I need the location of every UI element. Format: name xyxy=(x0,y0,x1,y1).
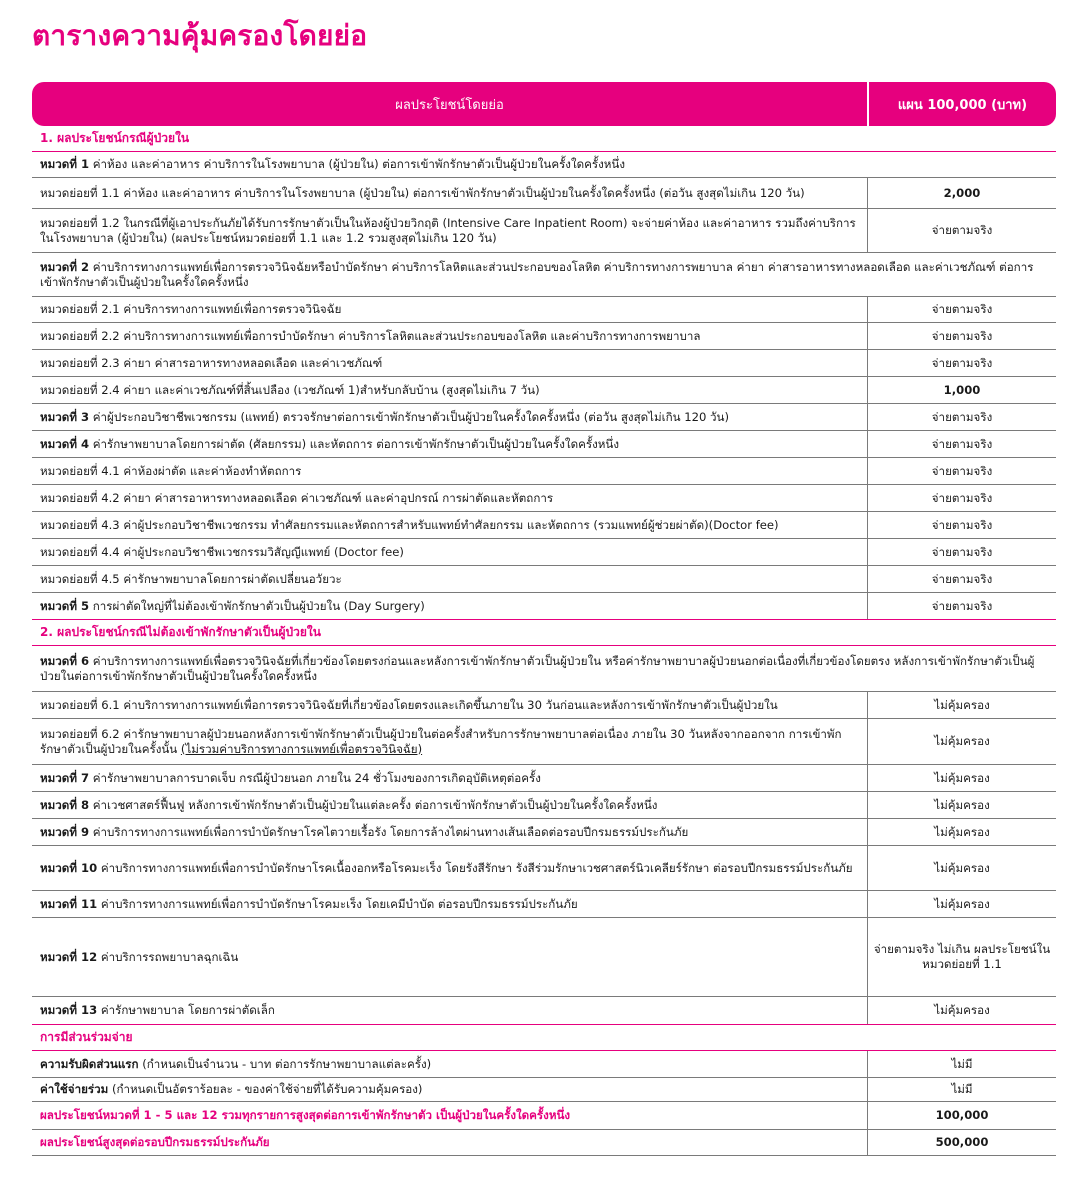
benefit-detail: หมวดย่อยที่ 4.2 ค่ายา ค่าสารอาหารทางหลอดเลือด ค่าเวชภัณฑ์ และค่าอุปกรณ์ การผ่าตัดและหัตถการ xyxy=(40,490,554,505)
benefit-category-label: หมวดที่ 4 xyxy=(40,436,90,451)
benefit-category-label: หมวดที่ 7 xyxy=(40,770,90,785)
benefit-description xyxy=(32,918,867,996)
benefit-description xyxy=(32,719,867,764)
benefit-detail: (กำหนดเป็นอัตราร้อยละ - ของค่าใช้จ่ายที่ได้รับความคุ้มครอง) xyxy=(108,1082,423,1096)
table-row xyxy=(32,891,1056,918)
benefit-category-label: หมวดที่ 12 xyxy=(40,949,98,964)
benefit-note: (ไม่รวมค่าบริการทางการแพทย์เพื่อตรวจวินิจฉัย) xyxy=(180,741,423,756)
coverage-value: 2,000 xyxy=(867,178,1056,208)
table-row xyxy=(32,918,1056,997)
benefit-detail: หมวดย่อยที่ 2.1 ค่าบริการทางการแพทย์เพื่อการตรวจวินิจฉัย xyxy=(40,302,342,316)
benefit-text xyxy=(40,216,859,246)
table-row xyxy=(32,1130,1056,1156)
section-title: การมีส่วนร่วมจ่าย xyxy=(40,1030,133,1044)
coverage-value: จ่ายตามจริง ไม่เกิน ผลประโยชน์ในหมวดย่อยที่ 1.1 xyxy=(867,918,1056,996)
benefit-detail: ค่าบริการรถพยาบาลฉุกเฉิน xyxy=(97,949,239,964)
benefit-detail: ค่ารักษาพยาบาล โดยการผ่าตัดเล็ก xyxy=(97,1003,275,1017)
header-plan-label: แผน 100,000 (บาท) xyxy=(897,97,1028,113)
benefit-text xyxy=(40,1108,570,1123)
benefit-text xyxy=(40,383,540,398)
table-row xyxy=(32,692,1056,719)
coverage-value: จ่ายตามจริง xyxy=(867,209,1056,252)
benefit-description xyxy=(32,765,867,791)
table-row xyxy=(32,253,1056,297)
coverage-value: จ่ายตามจริง xyxy=(867,512,1056,538)
benefit-category-label: หมวดที่ 3 xyxy=(40,409,90,424)
benefit-category-label: หมวดที่ 5 xyxy=(40,598,90,613)
benefit-detail: ค่ารักษาพยาบาลการบาดเจ็บ กรณีผู้ป่วยนอก ภายใน 24 ชั่วโมงของการเกิดอุบัติเหตุต่อครั้ง xyxy=(89,770,541,785)
table-row xyxy=(32,1051,1056,1078)
table-row xyxy=(32,566,1056,593)
benefit-text xyxy=(40,727,859,757)
benefit-detail: ค่าบริการทางการแพทย์เพื่อการตรวจวินิจฉัยหรือบำบัดรักษา ค่าบริการโลหิตและส่วนประกอบของโลหิต ค่าบริการทางการพยาบาล ค่ายา ค่าสารอาหารทางหลอดเลือด และค่าเวชภัณฑ์ ต่อการเข้าพักรักษาตัวเป็นผู้ป่วยในครั้งใดครั้งหนึ่ง xyxy=(40,259,1034,289)
benefit-description xyxy=(32,566,867,592)
coverage-value: ไม่คุ้มครอง xyxy=(867,792,1056,818)
benefit-text xyxy=(40,950,238,965)
table-row xyxy=(32,512,1056,539)
table-row xyxy=(32,646,1056,692)
benefit-text xyxy=(40,798,657,813)
benefit-description xyxy=(32,819,867,845)
benefit-category-label: หมวดที่ 11 xyxy=(40,896,98,911)
benefit-description xyxy=(32,458,867,484)
table-row xyxy=(32,404,1056,431)
benefit-category-label: ค่าใช้จ่ายร่วม xyxy=(40,1082,109,1096)
coverage-value: จ่ายตามจริง xyxy=(867,323,1056,349)
table-header xyxy=(32,82,1056,126)
coverage-value: ไม่คุ้มครอง xyxy=(867,765,1056,791)
benefit-text xyxy=(40,897,578,912)
benefit-description xyxy=(32,152,1056,177)
benefit-text xyxy=(40,518,779,533)
benefit-category-label: หมวดที่ 2 xyxy=(40,259,90,274)
coverage-value: ไม่คุ้มครอง xyxy=(867,846,1056,890)
benefit-detail: ค่าบริการทางการแพทย์เพื่อการบำบัดรักษาโรคมะเร็ง โดยเคมีบำบัด ต่อรอบปีกรมธรรม์ประกันภัย xyxy=(97,896,578,911)
benefit-category-label: หมวดที่ 1 xyxy=(40,157,90,171)
benefit-description xyxy=(32,692,867,718)
benefit-description xyxy=(32,253,1056,296)
table-row xyxy=(32,846,1056,891)
coverage-value: 1,000 xyxy=(867,377,1056,403)
benefit-description xyxy=(32,350,867,376)
benefit-detail: หมวดย่อยที่ 4.3 ค่าผู้ประกอบวิชาชีพเวชกรรม ทำศัลยกรรมและหัตถการสำหรับแพทย์ทำศัลยกรรม และหัตถการ (รวมแพทย์ผู้ช่วยผ่าตัด)(Doctor fee) xyxy=(40,517,779,532)
table-row xyxy=(32,719,1056,765)
benefit-text xyxy=(40,771,541,786)
table-row xyxy=(32,377,1056,404)
benefit-text xyxy=(40,437,619,452)
coverage-value: ไม่คุ้มครอง xyxy=(867,891,1056,917)
benefit-description xyxy=(32,404,867,430)
benefit-text xyxy=(40,1003,275,1018)
benefit-category-label: หมวดที่ 13 xyxy=(40,1003,98,1017)
benefit-text xyxy=(40,302,341,317)
coverage-value: ไม่คุ้มครอง xyxy=(867,719,1056,764)
benefit-text xyxy=(40,260,1048,290)
benefit-description xyxy=(32,997,867,1024)
benefit-description xyxy=(32,646,1056,691)
table-row xyxy=(32,323,1056,350)
coverage-value: จ่ายตามจริง xyxy=(867,566,1056,592)
coverage-value: จ่ายตามจริง xyxy=(867,593,1056,619)
benefit-detail: ค่าบริการทางการแพทย์เพื่อการบำบัดรักษาโรคเนื้องอกหรือโรคมะเร็ง โดยรังสีรักษา รังสีร่วมรักษาเวชศาสตร์นิวเคลียร์รักษา ต่อรอบปีกรมธรรม์ประกันภัย xyxy=(97,860,853,875)
benefit-detail: หมวดย่อยที่ 4.5 ค่ารักษาพยาบาลโดยการผ่าตัดเปลี่ยนอวัยวะ xyxy=(40,571,342,586)
benefit-text xyxy=(40,654,1048,684)
benefit-description xyxy=(32,1078,867,1101)
benefit-description xyxy=(32,178,867,208)
benefit-detail: หมวดย่อยที่ 4.4 ค่าผู้ประกอบวิชาชีพเวชกรรมวิสัญญีแพทย์ (Doctor fee) xyxy=(40,544,404,559)
page-title: ตารางความคุ้มครองโดยย่อ xyxy=(32,19,368,52)
benefit-detail: หมวดย่อยที่ 2.3 ค่ายา ค่าสารอาหารทางหลอดเลือด และค่าเวชภัณฑ์ xyxy=(40,355,383,370)
section-heading xyxy=(32,620,1056,646)
benefit-description xyxy=(32,792,867,818)
benefit-description xyxy=(32,1102,867,1129)
benefit-description xyxy=(32,593,867,619)
coverage-value: 500,000 xyxy=(867,1130,1056,1155)
table-row xyxy=(32,485,1056,512)
benefit-description xyxy=(32,485,867,511)
coverage-value: จ่ายตามจริง xyxy=(867,431,1056,457)
coverage-table xyxy=(32,126,1056,1156)
benefit-description xyxy=(32,323,867,349)
benefit-category-label: หมวดที่ 10 xyxy=(40,860,98,875)
benefit-detail: ค่าบริการทางการแพทย์เพื่อตรวจวินิจฉัยที่เกี่ยวข้องโดยตรงก่อนและหลังการเข้าพักรักษาตัวเป็นผู้ป่วยใน หรือค่ารักษาพยาบาลผู้ป่วยนอกต่อเนื่องที่เกี่ยวข้องโดยตรง หลังการเข้าพักรักษาตัวเป็นผู้ป่วยในต่อการเข้าพักรักษาตัวเป็นผู้ป่วยในครั้งใดครั้งหนึ่ง xyxy=(40,653,1035,683)
benefit-detail: (กำหนดเป็นจำนวน - บาท ต่อการรักษาพยาบาลแต่ละครั้ง) xyxy=(138,1056,432,1071)
table-row xyxy=(32,1078,1056,1102)
benefit-detail: หมวดย่อยที่ 1.1 ค่าห้อง และค่าอาหาร ค่าบริการในโรงพยาบาล (ผู้ป่วยใน) ต่อการเข้าพักรักษาตัวเป็นผู้ป่วยในครั้งใดครั้งหนึ่ง (ต่อวัน สูงสุดไม่เกิน 120 วัน) xyxy=(40,185,805,200)
coverage-value: ไม่คุ้มครอง xyxy=(867,819,1056,845)
coverage-value: จ่ายตามจริง xyxy=(867,485,1056,511)
benefit-detail: หมวดย่อยที่ 6.1 ค่าบริการทางการแพทย์เพื่อการตรวจวินิจฉัยที่เกี่ยวข้องโดยตรงและเกิดขึ้นภายใน 30 วันก่อนและหลังการเข้าพักรักษาตัวเป็นผู้ป่วยใน xyxy=(40,697,778,712)
table-row xyxy=(32,539,1056,566)
benefit-detail: หมวดย่อยที่ 4.1 ค่าห้องผ่าตัด และค่าห้องทำหัตถการ xyxy=(40,463,302,478)
table-row xyxy=(32,792,1056,819)
benefit-detail: หมวดย่อยที่ 1.2 ในกรณีที่ผู้เอาประกันภัยได้รับการรักษาตัวเป็นในห้องผู้ป่วยวิกฤติ (Intensive Care Inpatient Room) จะจ่ายค่าห้อง และค่าอาหาร รวมถึงค่าบริการในโรงพยาบาล (ผู้ป่วยใน) (ผลประโยชน์หมวดย่อยที่ 1.1 และ 1.2 รวมสูงสุดไม่เกิน 120 วัน) xyxy=(40,215,856,245)
section-heading xyxy=(32,1025,1056,1051)
benefit-detail: ผลประโยชน์หมวดที่ 1 - 5 และ 12 รวมทุกรายการสูงสุดต่อการเข้าพักรักษาตัว เป็นผู้ป่วยในครั้งใดครั้งหนึ่ง xyxy=(40,1108,571,1122)
benefit-text xyxy=(40,410,729,425)
table-row xyxy=(32,458,1056,485)
coverage-value: 100,000 xyxy=(867,1102,1056,1129)
coverage-value: จ่ายตามจริง xyxy=(867,350,1056,376)
benefit-text xyxy=(40,599,425,614)
benefit-description xyxy=(32,891,867,917)
benefit-text xyxy=(40,1082,422,1097)
table-row xyxy=(32,765,1056,792)
benefit-text xyxy=(40,545,404,560)
section-heading xyxy=(32,126,1056,152)
coverage-value: ไม่คุ้มครอง xyxy=(867,997,1056,1024)
section-title: 2. ผลประโยชน์กรณีไม่ต้องเข้าพักรักษาตัวเป็นผู้ป่วยใน xyxy=(40,625,321,639)
benefit-description xyxy=(32,512,867,538)
benefit-text xyxy=(40,1057,431,1072)
coverage-value: จ่ายตามจริง xyxy=(867,539,1056,565)
benefit-category-label: หมวดที่ 8 xyxy=(40,797,90,812)
benefit-text xyxy=(40,572,342,587)
benefit-description xyxy=(32,539,867,565)
benefit-description xyxy=(32,431,867,457)
table-row xyxy=(32,997,1056,1025)
benefit-detail: หมวดย่อยที่ 2.2 ค่าบริการทางการแพทย์เพื่อการบำบัดรักษา ค่าบริการโลหิตและส่วนประกอบของโลหิต และค่าบริการทางการพยาบาล xyxy=(40,328,701,343)
benefit-detail: ค่ารักษาพยาบาลโดยการผ่าตัด (ศัลยกรรม) และหัตถการ ต่อการเข้าพักรักษาตัวเป็นผู้ป่วยในครั้งใดครั้งหนึ่ง xyxy=(89,436,619,451)
table-row xyxy=(32,209,1056,253)
coverage-value: ไม่มี xyxy=(867,1051,1056,1077)
benefit-detail: ค่าบริการทางการแพทย์เพื่อการบำบัดรักษาโรคไตวายเรื้อรัง โดยการล้างไตผ่านทางเส้นเลือดต่อรอบปีกรมธรรม์ประกันภัย xyxy=(89,824,689,839)
benefit-description xyxy=(32,377,867,403)
coverage-value: จ่ายตามจริง xyxy=(867,458,1056,484)
coverage-value: จ่ายตามจริง xyxy=(867,404,1056,430)
benefit-category-label: หมวดที่ 9 xyxy=(40,824,90,839)
benefit-text xyxy=(40,698,778,713)
coverage-value: จ่ายตามจริง xyxy=(867,297,1056,322)
benefit-text xyxy=(40,1135,270,1150)
table-row xyxy=(32,350,1056,377)
benefit-description xyxy=(32,846,867,890)
benefit-detail: ค่าเวชศาสตร์ฟื้นฟู หลังการเข้าพักรักษาตัวเป็นผู้ป่วยในแต่ละครั้ง ต่อการเข้าพักรักษาตัวเป็นผู้ป่วยในครั้งใดครั้งหนึ่ง xyxy=(89,797,658,812)
benefit-detail: ค่าผู้ประกอบวิชาชีพเวชกรรม (แพทย์) ตรวจรักษาต่อการเข้าพักรักษาตัวเป็นผู้ป่วยในครั้งใดครั้งหนึ่ง (ต่อวัน สูงสุดไม่เกิน 120 วัน) xyxy=(89,409,730,424)
benefit-text xyxy=(40,157,625,172)
table-row xyxy=(32,1102,1056,1130)
section-title: 1. ผลประโยชน์กรณีผู้ป่วยใน xyxy=(40,131,190,145)
benefit-detail: ผลประโยชน์สูงสุดต่อรอบปีกรมธรรม์ประกันภัย xyxy=(40,1135,270,1149)
benefit-description xyxy=(32,297,867,322)
benefit-text xyxy=(40,491,553,506)
table-row xyxy=(32,593,1056,620)
table-row xyxy=(32,819,1056,846)
coverage-value: ไม่มี xyxy=(867,1078,1056,1101)
benefit-detail: หมวดย่อยที่ 6.2 ค่ารักษาพยาบาลผู้ป่วยนอกหลังการเข้าพักรักษาตัวเป็นผู้ป่วยในต่อครั้งสำหรับการรักษาพยาบาลต่อเนื่อง ภายใน 30 วันหลังจากออกจาก การเข้าพักรักษาตัวเป็นผู้ป่วยในครั้งนั้น xyxy=(40,726,842,756)
benefit-detail: การผ่าตัดใหญ่ที่ไม่ต้องเข้าพักรักษาตัวเป็นผู้ป่วยใน (Day Surgery) xyxy=(89,598,425,613)
benefit-text xyxy=(40,329,700,344)
benefit-detail: ค่าห้อง และค่าอาหาร ค่าบริการในโรงพยาบาล (ผู้ป่วยใน) ต่อการเข้าพักรักษาตัวเป็นผู้ป่วยในครั้งใดครั้งหนึ่ง xyxy=(89,157,626,171)
benefit-text xyxy=(40,464,301,479)
table-row xyxy=(32,431,1056,458)
benefit-text xyxy=(40,825,688,840)
benefit-detail: หมวดย่อยที่ 2.4 ค่ายา และค่าเวชภัณฑ์ที่สิ้นเปลือง (เวชภัณฑ์ 1)สำหรับกลับบ้าน (สูงสุดไม่เกิน 7 วัน) xyxy=(40,382,540,397)
table-row xyxy=(32,297,1056,323)
table-row xyxy=(32,152,1056,178)
coverage-value: ไม่คุ้มครอง xyxy=(867,692,1056,718)
table-row xyxy=(32,178,1056,209)
benefit-text xyxy=(40,861,853,876)
benefit-description xyxy=(32,1130,867,1155)
benefit-description xyxy=(32,209,867,252)
header-benefit-label: ผลประโยชน์โดยย่อ xyxy=(395,97,504,113)
benefit-text xyxy=(40,186,805,201)
benefit-category-label: หมวดที่ 6 xyxy=(40,653,90,668)
benefit-text xyxy=(40,356,382,371)
benefit-category-label: ความรับผิดส่วนแรก xyxy=(40,1056,139,1071)
benefit-description xyxy=(32,1051,867,1077)
